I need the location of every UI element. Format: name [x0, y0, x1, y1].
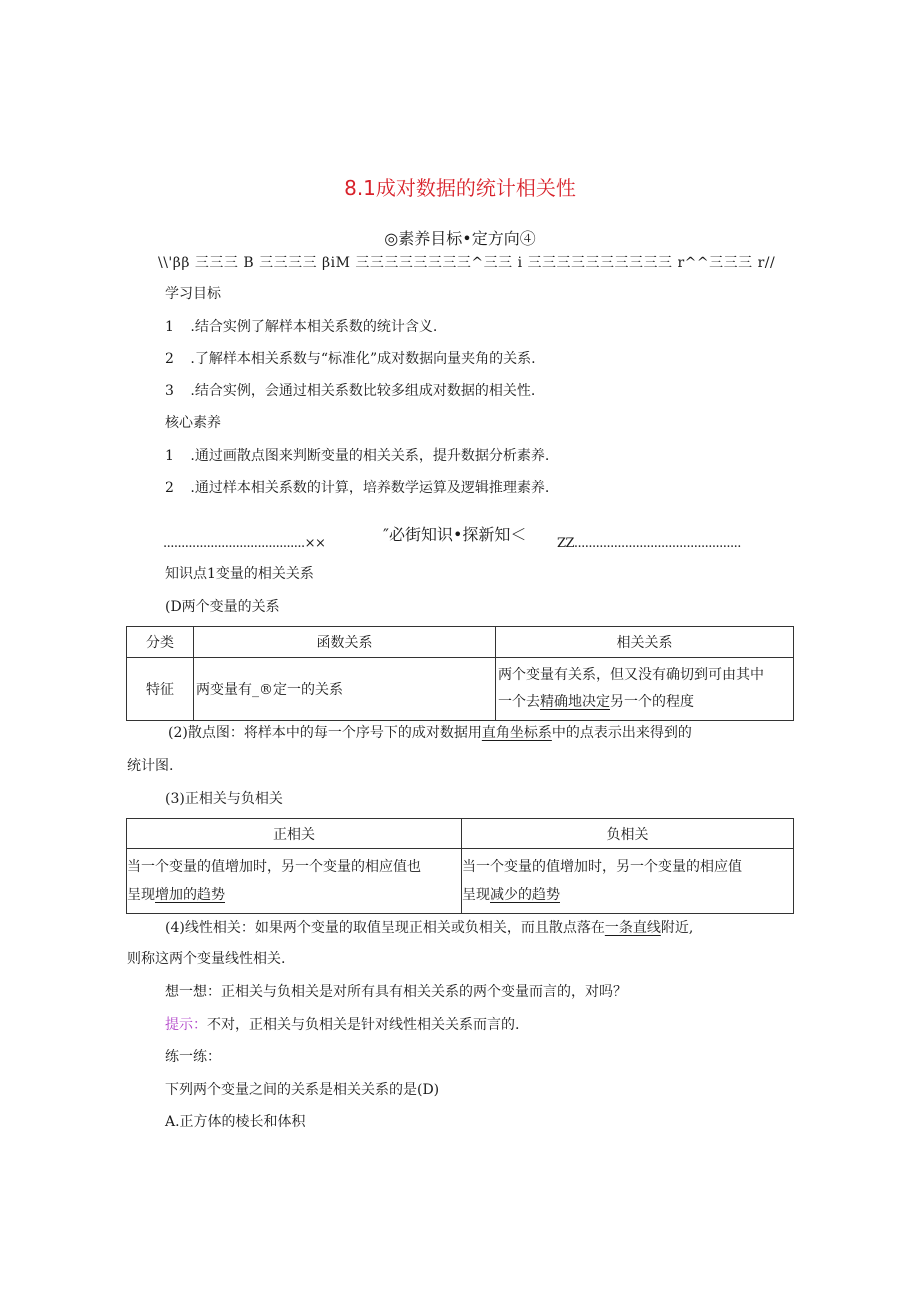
underlined-answer: 减少的趋势 — [490, 887, 560, 903]
cell-line: 当一个变量的值增加时，另一个变量的相应值 — [462, 859, 742, 875]
correlation-direction-table — [126, 818, 794, 914]
function-relation-cell: 两变量有_®定一的关系 — [194, 658, 496, 721]
subheading-1: (D两个变量的关系 — [165, 599, 280, 615]
goal-text: .结合实例了解样本相关系数的统计含义. — [190, 319, 438, 335]
goal-number: 2 — [165, 351, 174, 367]
core-number: 2 — [165, 480, 174, 496]
goal-item-1 — [165, 316, 437, 336]
cell-text: 呈现 — [127, 887, 155, 903]
goals-label: 学习目标 — [165, 286, 221, 302]
hint-text: 不对，正相关与负相关是针对线性相关关系而言的. — [207, 1017, 520, 1033]
table-row-label: 特征 — [127, 658, 194, 721]
linear-correlation-definition — [165, 917, 693, 937]
scatter-definition — [168, 722, 692, 742]
knowledge-point-title: 知识点1变量的相关关系 — [165, 566, 314, 582]
core-label: 核心素养 — [165, 415, 221, 431]
table-header: 相关关系 — [496, 627, 794, 658]
table-header: 分类 — [127, 627, 194, 658]
core-number: 1 — [165, 448, 174, 464]
underlined-answer: 增加的趋势 — [155, 887, 225, 903]
core-text: .通过样本相关系数的计算，培养数学运算及逻辑推理素养. — [190, 480, 550, 496]
correlation-relation-cell — [496, 658, 794, 721]
cell-text: 一个去 — [498, 694, 540, 710]
core-item-1 — [165, 445, 549, 465]
cell-line: 当一个变量的值增加时，另一个变量的相应值也 — [127, 859, 421, 875]
core-item-2 — [165, 477, 549, 497]
section-divider-left: .......................................×× — [163, 536, 326, 551]
goal-text: .结合实例，会通过相关系数比较多组成对数据的相关性. — [190, 383, 536, 399]
practice-label: 练一练： — [165, 1049, 221, 1065]
linear-correlation-line2: 则称这两个变量线性相关. — [127, 951, 286, 967]
table-header: 负相关 — [462, 819, 794, 849]
paragraph-text: 中的点表示出来得到的 — [551, 725, 692, 741]
positive-correlation-cell — [127, 849, 462, 914]
paragraph-text: (2)散点图：将样本中的每一个序号下的成对数据用 — [168, 725, 482, 741]
hint-label: 提示： — [165, 1017, 207, 1033]
cell-text: 呈现 — [462, 887, 490, 903]
table-header: 正相关 — [127, 819, 462, 849]
scatter-definition-line2: 统计图. — [127, 758, 174, 774]
cell-text: 另一个的程度 — [610, 694, 694, 710]
core-text: .通过画散点图来判断变量的相关关系，提升数据分析素养. — [190, 448, 550, 464]
goal-item-2 — [165, 348, 536, 368]
cell-line: 两个变量有关系，但又没有确切到可由其中 — [498, 667, 764, 683]
document-title: 8.1成对数据的统计相关性 — [344, 176, 576, 200]
section-divider-right: ZZ.............................................. — [557, 536, 741, 551]
goal-text: .了解样本相关系数与“标准化”成对数据向量夹角的关系. — [190, 351, 536, 367]
cell-line — [462, 881, 793, 909]
think-question: 想一想：正相关与负相关是对所有具有相关关系的两个变量而言的，对吗？ — [165, 984, 627, 1000]
section-heading-knowledge: ″必街知识•探新知＜ — [383, 525, 527, 544]
table-header: 函数关系 — [194, 627, 496, 658]
paragraph-text: (4)线性相关：如果两个变量的取值呈现正相关或负相关，而且散点落在 — [165, 920, 605, 936]
practice-question: 下列两个变量之间的关系是相关关系的是(D) — [165, 1082, 440, 1098]
underlined-answer: 直角坐标系 — [481, 725, 552, 741]
relationship-table — [126, 626, 794, 721]
decorative-divider: \\'ββ 三三三 B 三三三三 βiM 三三三三三三三三^三三 i 三三三三三三三三三三 r^^三三三 r// — [158, 255, 776, 271]
think-hint — [165, 1014, 519, 1034]
underlined-answer: 一条直线 — [604, 920, 661, 936]
subheading-3: (3)正相关与负相关 — [165, 791, 283, 807]
section-heading-goals: ◎素养目标•定方向④ — [384, 229, 536, 248]
negative-correlation-cell — [462, 849, 794, 914]
goal-number: 3 — [165, 383, 174, 399]
cell-line — [498, 689, 791, 716]
goal-item-3 — [165, 380, 535, 400]
cell-line — [127, 881, 461, 909]
practice-option-a: A.正方体的棱长和体积 — [165, 1114, 306, 1130]
underlined-answer: 精确地决定 — [540, 694, 610, 710]
goal-number: 1 — [165, 319, 174, 335]
paragraph-text: 附近, — [660, 920, 694, 936]
